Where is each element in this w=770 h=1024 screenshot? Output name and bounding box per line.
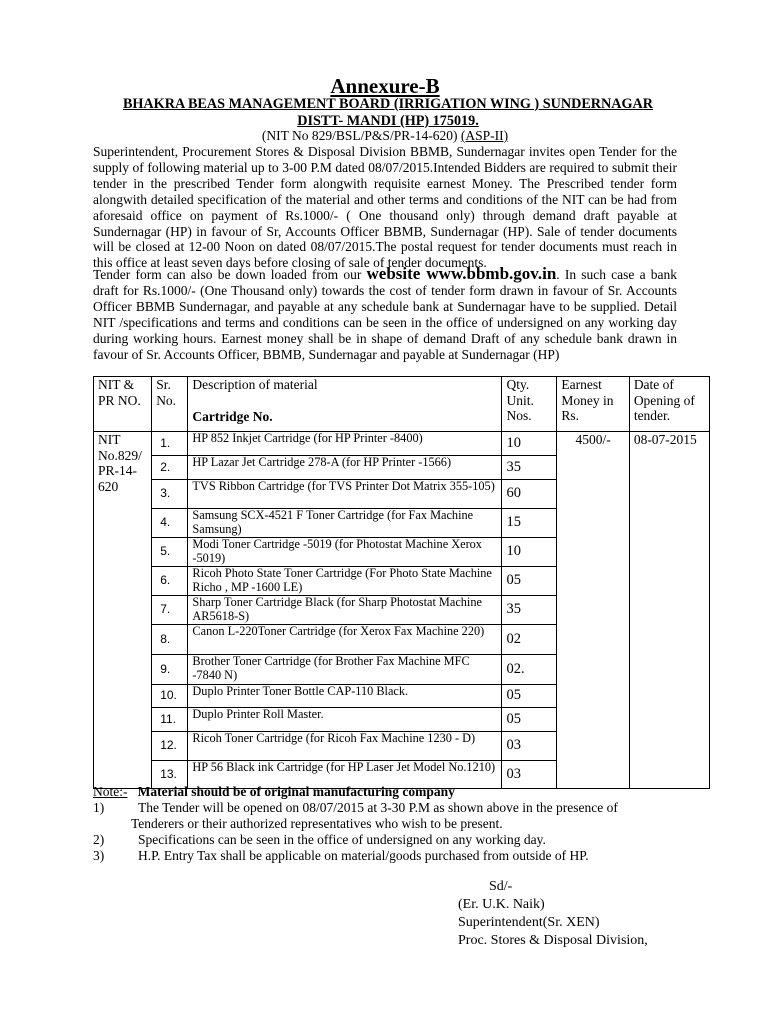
note-bold-text: Material should be of original manufacturing company <box>137 784 455 799</box>
description-cell: Modi Toner Cartridge -5019 (for Photostat Machine Xerox -5019) <box>188 538 502 567</box>
sr-no-cell: 10. <box>152 685 188 708</box>
paragraph-2-rest: . In such case a bank draft for Rs.1000/- (One Thousand only) towards the cost of tender form drawn in favour of Sr. Accounts Officer BBMB Sundernagar, and payable at any schedule bank at Sundernagar have to be supplied. Detail NIT /specifications and terms and conditions can be seen in the office of undersigned on any working day during working hours. Earnest money shall be in shape of demand Draft of any schedule bank drawn in favour of Sr. Accounts Officer, BBMB, Sundernagar and payable at Sundernagar (HP) <box>93 267 677 362</box>
qty-cell: 05 <box>502 685 557 708</box>
note-text: H.P. Entry Tax shall be applicable on material/goods purchased from outside of HP. <box>138 847 589 863</box>
description-cell: Samsung SCX-4521 F Toner Cartridge (for Fax Machine Samsung) <box>188 509 502 538</box>
qty-cell: 35 <box>502 456 557 480</box>
sr-no-cell: 13. <box>152 761 188 789</box>
header-qty: Qty. Unit. Nos. <box>502 377 557 432</box>
header-sr-no: Sr. No. <box>152 377 188 432</box>
note-heading-row <box>93 784 693 800</box>
description-cell: HP 56 Black ink Cartridge (for HP Laser Jet Model No.1210) <box>188 761 502 789</box>
note-number: 3) <box>93 847 105 863</box>
earnest-money-cell: 4500/- <box>557 432 629 789</box>
qty-cell: 05 <box>502 567 557 596</box>
description-cell: HP 852 Inkjet Cartridge (for HP Printer -8400) <box>188 432 502 456</box>
qty-cell: 60 <box>502 480 557 509</box>
org-line-1: BHAKRA BEAS MANAGEMENT BOARD (IRRIGATION WING ) SUNDERNAGAR <box>122 96 654 112</box>
sr-no-cell: 2. <box>152 456 188 480</box>
qty-cell: 03 <box>502 732 557 761</box>
note-item-1-continued <box>93 816 693 832</box>
qty-cell: 02 <box>502 625 557 655</box>
opening-date-cell: 08-07-2015 <box>629 432 709 789</box>
header-earnest-money: Earnest Money in Rs. <box>557 377 629 432</box>
website-link[interactable]: website www.bbmb.gov.in <box>366 264 557 283</box>
org-line-2: DISTT- MANDI (HP) 175019. <box>297 113 479 129</box>
qty-cell: 05 <box>502 708 557 732</box>
header-cartridge-no: Cartridge No. <box>192 408 273 424</box>
table-header-row <box>94 377 710 432</box>
qty-cell: 35 <box>502 596 557 625</box>
description-cell: Canon L-220Toner Cartridge (for Xerox Fax Machine 220) <box>188 625 502 655</box>
sr-no-cell: 1. <box>152 432 188 456</box>
signature-sd: Sd/- <box>489 879 513 894</box>
note-number: 1) <box>93 799 105 815</box>
sr-no-cell: 6. <box>152 567 188 596</box>
tender-paragraph-1: Superintendent, Procurement Stores & Disposal Division BBMB, Sundernagar invites open Tender for the supply of following material up to 3-00 P.M dated 08/07/2015.Intended Bidders are required to submit their tender in the prescribed Tender form alongwith requisite earnest Money. The Prescribed tender form alongwith detailed specification of the material and other terms and conditions of the NIT can be had from aforesaid office on payment of Rs.1000/- ( One thousand only) through demand draft payable at Sundernagar (HP) in favour of Sr, Accounts Officer BBMB, Sundernagar (HP). Sale of tender documents will be closed at 12-00 Noon on dated 08/07/2015.The postal request for tender documents must reach in this office at least seven days before closing of sale of tender documents. <box>93 144 677 271</box>
description-cell: Duplo Printer Roll Master. <box>188 708 502 732</box>
header-description <box>188 377 502 432</box>
note-label: Note:- <box>93 784 128 799</box>
sr-no-cell: 3. <box>152 480 188 509</box>
note-item-2 <box>93 832 693 848</box>
signatory-office: Proc. Stores & Disposal Division, <box>458 933 648 948</box>
nit-number: (NIT No 829/BSL/P&S/PR-14-620) <box>261 128 458 143</box>
header-opening-date: Date of Opening of tender. <box>629 377 709 432</box>
sr-no-cell: 9. <box>152 655 188 685</box>
sr-no-cell: 12. <box>152 732 188 761</box>
description-cell: HP Lazar Jet Cartridge 278-A (for HP Printer -1566) <box>188 456 502 480</box>
nit-asp: (ASP-II) <box>460 128 509 143</box>
qty-cell: 03 <box>502 761 557 789</box>
sr-no-cell: 4. <box>152 509 188 538</box>
description-cell: Ricoh Photo State Toner Cartridge (For Photo State Machine Richo , MP -1600 LE) <box>188 567 502 596</box>
description-cell: TVS Ribbon Cartridge (for TVS Printer Dot Matrix 355-105) <box>188 480 502 509</box>
note-item-3 <box>93 848 693 864</box>
sr-no-cell: 8. <box>152 625 188 655</box>
sr-no-cell: 5. <box>152 538 188 567</box>
nit-reference <box>0 128 770 144</box>
note-text-continued: Tenderers or their authorized representatives who wish to be present. <box>131 815 503 831</box>
table-row <box>94 432 710 456</box>
header-nit-pr: NIT & PR NO. <box>94 377 152 432</box>
sr-no-cell: 7. <box>152 596 188 625</box>
annexure-title: Annexure-B <box>330 74 440 98</box>
description-cell: Brother Toner Cartridge (for Brother Fax Machine MFC -7840 N) <box>188 655 502 685</box>
header-description-label: Description of material <box>192 377 318 392</box>
organization-heading <box>88 96 688 130</box>
description-cell: Duplo Printer Toner Bottle CAP-110 Black. <box>188 685 502 708</box>
tender-paragraph-2 <box>93 266 677 362</box>
note-item-1 <box>93 800 693 816</box>
signatory-designation: Superintendent(Sr. XEN) <box>458 915 600 930</box>
qty-cell: 10 <box>502 538 557 567</box>
qty-cell: 10 <box>502 432 557 456</box>
description-cell: Ricoh Toner Cartridge (for Ricoh Fax Machine 1230 - D) <box>188 732 502 761</box>
notes-section <box>93 784 693 863</box>
description-cell: Sharp Toner Cartridge Black (for Sharp Photostat Machine AR5618-S) <box>188 596 502 625</box>
signatory-name: (Er. U.K. Naik) <box>458 897 545 912</box>
tender-items-table <box>93 376 710 789</box>
table-body <box>94 432 710 789</box>
paragraph-2-intro: Tender form can also be down loaded from our <box>93 267 362 282</box>
note-text: The Tender will be opened on 08/07/2015 at 3-30 P.M as shown above in the presence of <box>138 799 618 815</box>
nit-pr-cell: NIT No.829/ PR-14- 620 <box>94 432 152 789</box>
note-number: 2) <box>93 831 105 847</box>
signature-block <box>458 878 648 950</box>
note-text: Specifications can be seen in the office of undersigned on any working day. <box>138 831 546 847</box>
qty-cell: 02. <box>502 655 557 685</box>
qty-cell: 15 <box>502 509 557 538</box>
sr-no-cell: 11. <box>152 708 188 732</box>
